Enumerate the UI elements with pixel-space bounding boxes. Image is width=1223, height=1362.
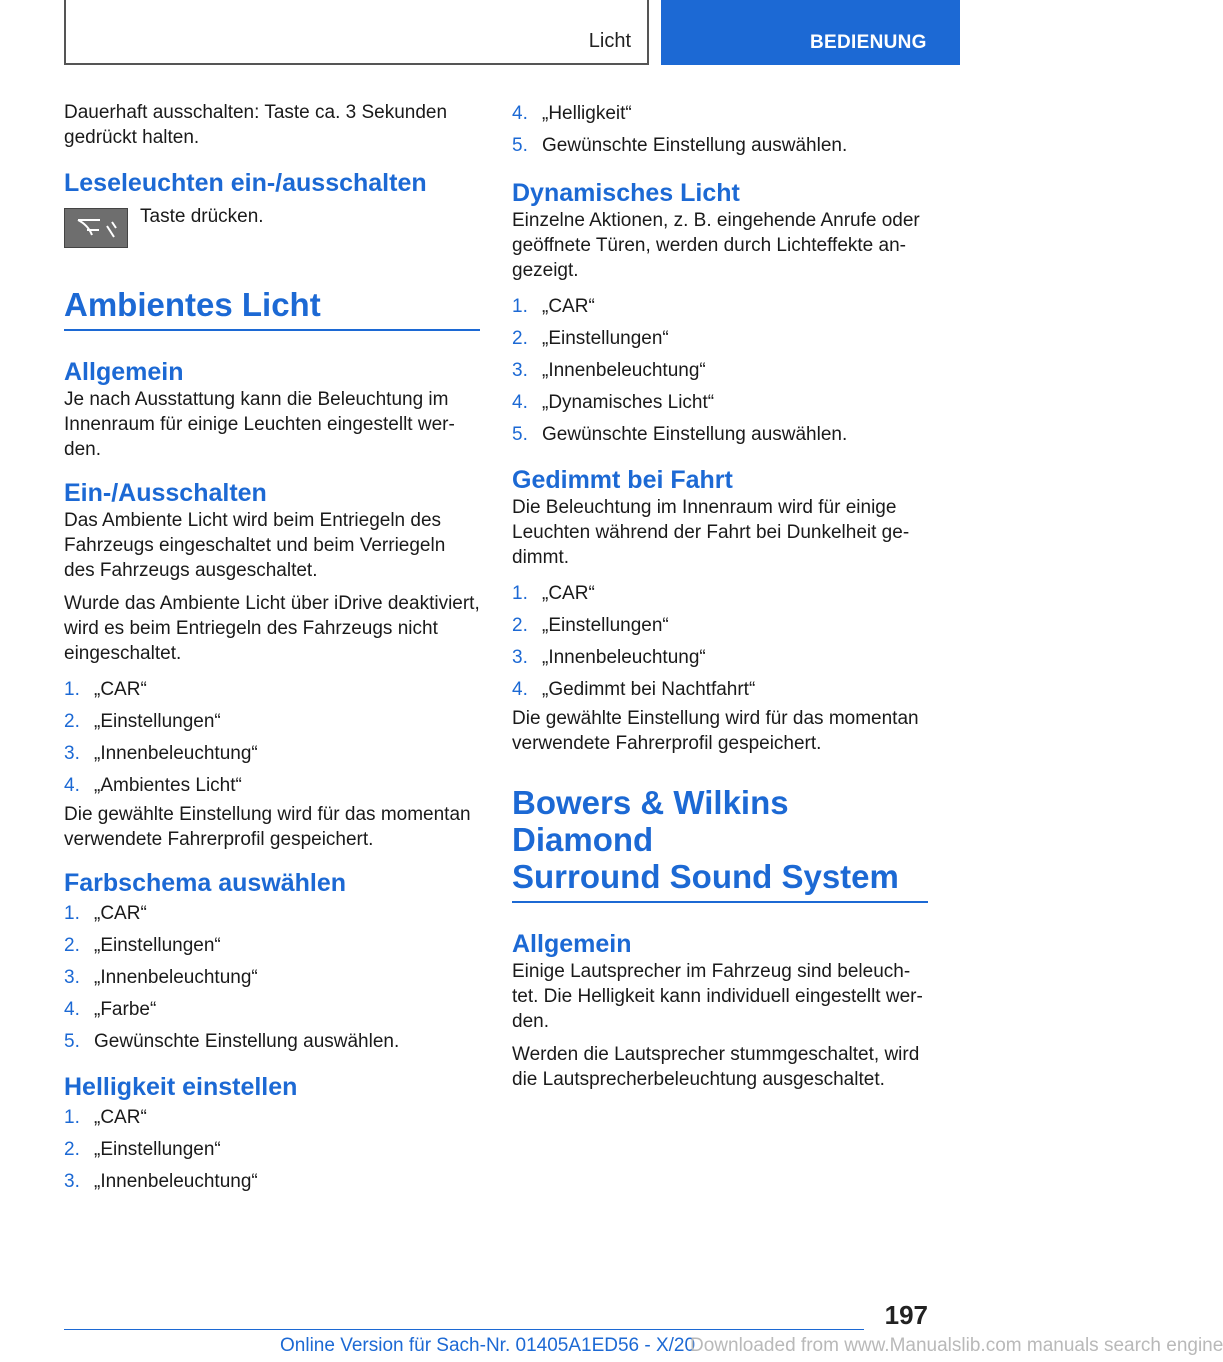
- sound-system-general-heading: Allgemein: [512, 930, 632, 958]
- list-item: 3. „Innenbeleuchtung“: [64, 967, 258, 988]
- list-item: 1. „CAR“: [512, 583, 595, 604]
- onoff-text-2: Wurde das Ambiente Licht über iDrive deaktiviert, wird es beim Entriegeln des Fahrzeugs nicht eingeschaltet.: [64, 593, 480, 664]
- reading-light-row: [64, 208, 480, 248]
- list-item: 4. „Dynamisches Licht“: [512, 392, 715, 413]
- list-item: 4. „Farbe“: [64, 999, 157, 1020]
- list-item: 2. „Einstellungen“: [64, 1139, 221, 1160]
- ambient-light-title: Ambientes Licht: [64, 286, 480, 331]
- list-item: 3. „Innenbeleuchtung“: [512, 360, 706, 381]
- intro-text: Dauerhaft ausschalten: Taste ca. 3 Sekunden gedrückt halten.: [64, 102, 448, 148]
- onoff-text-1: Das Ambiente Licht wird beim Entriegeln des Fahrzeugs eingeschaltet und beim Verriegeln des Fahrzeugs ausgeschaltet.: [64, 510, 446, 581]
- reading-light-text: Taste drücken.: [140, 206, 264, 227]
- sound-system-text-2: Werden die Lautsprecher stummgeschaltet, wird die Lautsprecherbeleuchtung ausgeschaltet.: [512, 1044, 920, 1090]
- brightness-heading: Helligkeit einstellen: [64, 1073, 298, 1101]
- page-number: 197: [884, 1300, 928, 1330]
- brightness-steps: [64, 1102, 480, 1198]
- list-item: 3. „Innenbeleuchtung“: [64, 1171, 258, 1192]
- header-chapter-title: BEDIENUNG: [810, 32, 927, 53]
- sound-system-title: [512, 784, 928, 903]
- sound-system-text-1: Einige Lautsprecher im Fahrzeug sind beleuchtet. Die Helligkeit kann individuell eingestellt werden.: [512, 961, 923, 1032]
- dimmed-text: Die Beleuchtung im Innenraum wird für einige Leuchten während der Fahrt bei Dunkelheit gedimmt.: [512, 497, 910, 568]
- right-column: [512, 100, 928, 1100]
- list-item: 1. „CAR“: [512, 296, 595, 317]
- list-item: 5. Gewünschte Einstellung auswählen.: [64, 1031, 400, 1052]
- onoff-steps: [64, 674, 480, 802]
- list-item: 4. „Gedimmt bei Nachtfahrt“: [512, 679, 756, 700]
- dynamic-light-heading: Dynamisches Licht: [512, 179, 740, 207]
- dimmed-steps: [512, 578, 928, 706]
- dynamic-light-steps: [512, 291, 928, 451]
- sound-system-title-line-1: Bowers & Wilkins Diamond: [512, 784, 789, 858]
- list-item: 1. „CAR“: [64, 679, 147, 700]
- color-scheme-heading: Farbschema auswählen: [64, 869, 347, 897]
- brightness-steps-continued: [512, 98, 928, 162]
- list-item: 1. „CAR“: [64, 903, 147, 924]
- footer-divider: [64, 1329, 864, 1330]
- list-item: 2. „Einstellungen“: [512, 328, 669, 349]
- onoff-note: Die gewählte Einstellung wird für das momentan verwendete Fahrerprofil gespeichert.: [64, 804, 471, 850]
- list-item: 2. „Einstellungen“: [64, 935, 221, 956]
- footer-online-version: Online Version für Sach-Nr. 01405A1ED56 - X/20: [280, 1335, 696, 1356]
- list-item: 1. „CAR“: [64, 1107, 147, 1128]
- header-section-box: [64, 0, 649, 65]
- left-column: [64, 100, 480, 1198]
- list-item: 2. „Einstellungen“: [64, 711, 221, 732]
- reading-light-heading: Leseleuchten ein-/ausschalten: [64, 169, 427, 197]
- header-section-title: Licht: [588, 30, 631, 52]
- list-item: 4. „Ambientes Licht“: [64, 775, 242, 796]
- footer-watermark: Downloaded from www.Manualslib.com manuals search engine: [690, 1335, 1223, 1356]
- general-heading: Allgemein: [64, 358, 184, 386]
- list-item: 3. „Innenbeleuchtung“: [64, 743, 258, 764]
- onoff-heading: Ein-/Ausschalten: [64, 479, 267, 507]
- reading-light-icon: [64, 208, 128, 248]
- general-text: Je nach Ausstattung kann die Beleuchtung im Innenraum für einige Leuchten eingestellt werden.: [64, 389, 455, 460]
- dimmed-note: Die gewählte Einstellung wird für das momentan verwendete Fahrerprofil gespeichert.: [512, 708, 919, 754]
- header-chapter-box: [661, 0, 960, 65]
- sound-system-title-line-2: Surround Sound System: [512, 858, 899, 895]
- dynamic-light-text: Einzelne Aktionen, z. B. eingehende Anrufe oder geöffnete Türen, werden durch Lichteffekte angezeigt.: [512, 210, 920, 281]
- color-scheme-steps: [64, 898, 480, 1058]
- dimmed-heading: Gedimmt bei Fahrt: [512, 466, 733, 494]
- list-item: 5. Gewünschte Einstellung auswählen.: [512, 424, 848, 445]
- list-item: 2. „Einstellungen“: [512, 615, 669, 636]
- list-item: 4. „Helligkeit“: [512, 103, 632, 124]
- list-item: 5. Gewünschte Einstellung auswählen.: [512, 135, 848, 156]
- list-item: 3. „Innenbeleuchtung“: [512, 647, 706, 668]
